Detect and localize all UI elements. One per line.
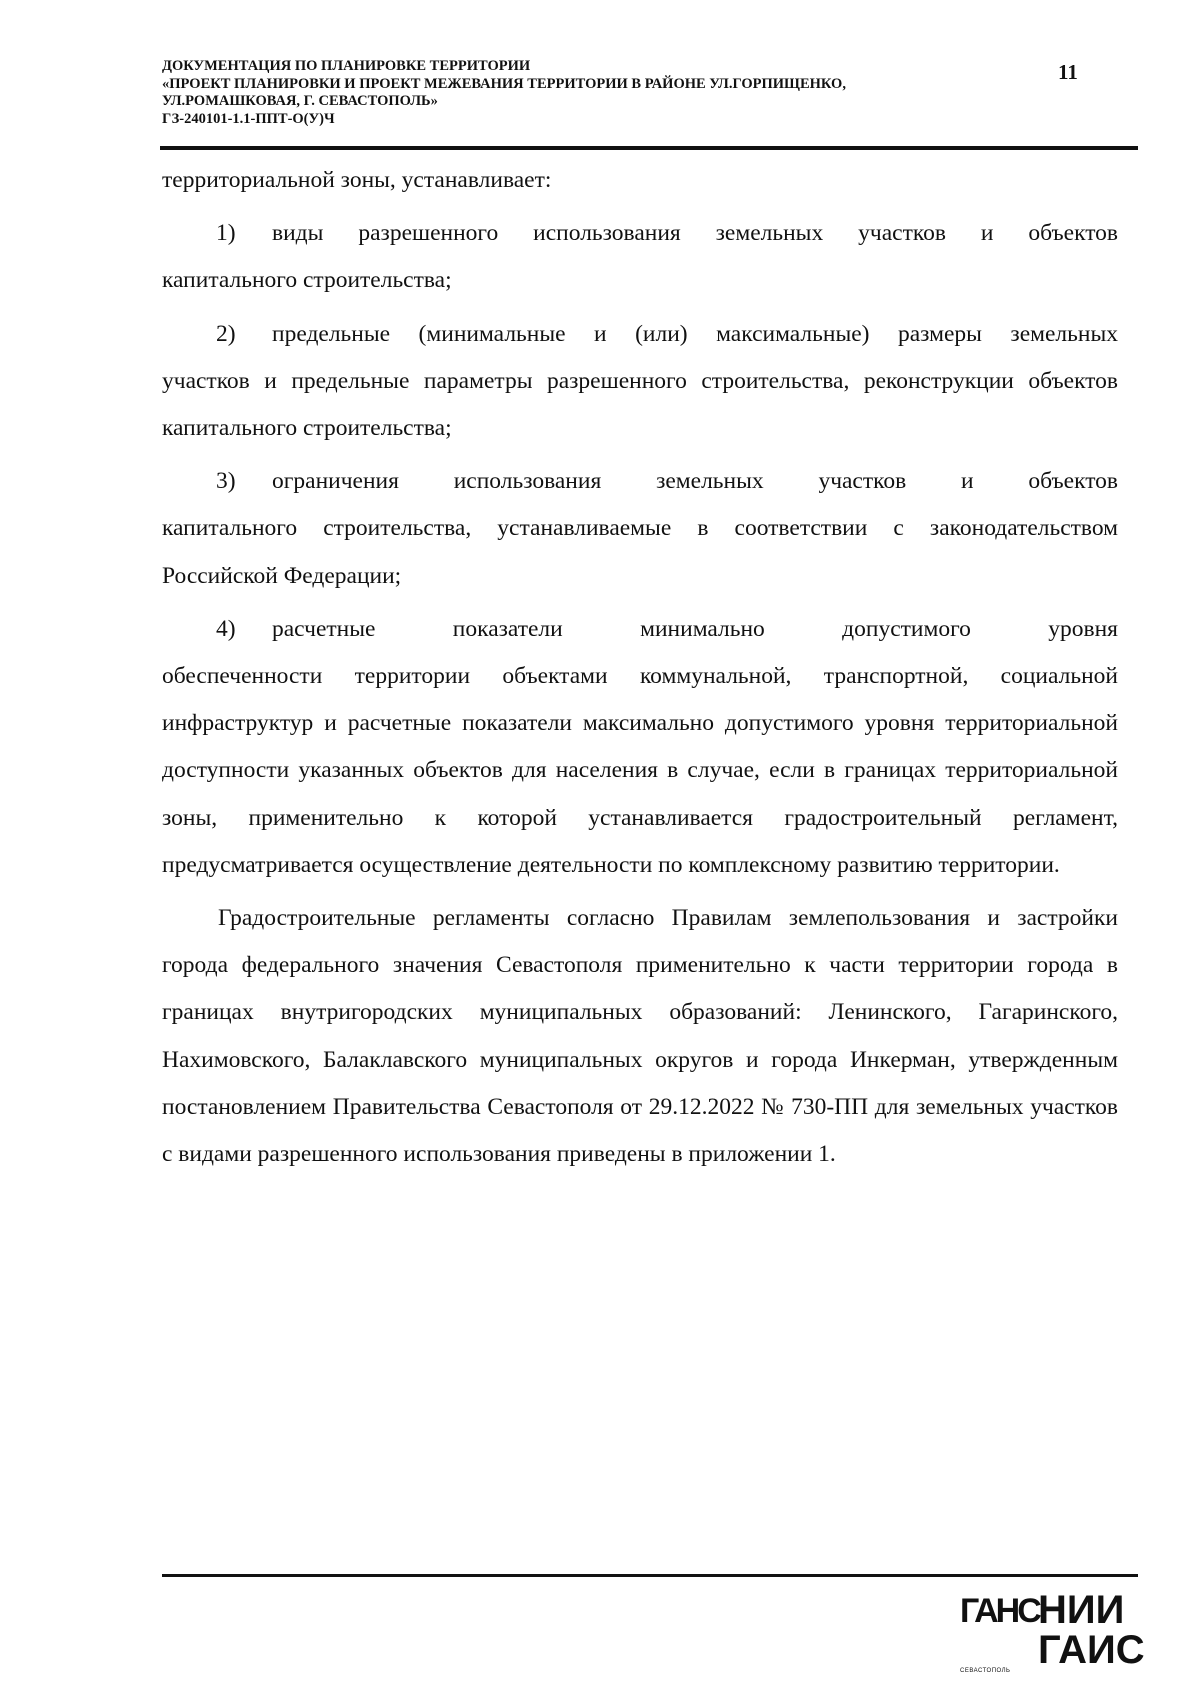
footer-divider (162, 1574, 1138, 1577)
list-item-text: капитального строительства, устанавливаемые в соответствии с законодательством Российской Федерации; (162, 515, 1118, 589)
list-item-lead: расчетные показатели минимально допустимого уровня (272, 615, 1118, 642)
logo-mark-icon: ГАНС (960, 1592, 1039, 1630)
list-item-number: 4) (216, 615, 236, 642)
header-line-3: УЛ.РОМАШКОВАЯ, Г. СЕВАСТОПОЛЬ» (162, 93, 438, 109)
list-item-1 (162, 210, 1118, 304)
logo-wordmark (1038, 1590, 1145, 1670)
header-divider (160, 146, 1138, 150)
closing-paragraph: Градостроительные регламенты согласно Правилам землепользования и застройки города федерального значения Севастополя применительно к части территории города в границах внутригородских муниципальных образований: Ленинского, Гагаринского, Нахимовского, Балаклавского муниципальных округов и города Инкерман, утвержденным постановлением Правительства Севастополя от 29.12.2022 № 730-ПП для земельных участков с видами разрешенного использования приведены в приложении 1. (162, 905, 1118, 1168)
list-item-number: 3) (216, 468, 236, 495)
nii-gais-logo (960, 1588, 1145, 1680)
list-item-lead: виды разрешенного использования земельных участков и объектов (272, 220, 1118, 247)
logo-line-1: НИИ (1038, 1588, 1125, 1632)
list-item-text: участков и предельные параметры разрешенного строительства, реконструкции объектов капитального строительства; (162, 367, 1118, 442)
logo-line-2: ГАИС (1038, 1628, 1145, 1672)
list-item-number: 1) (216, 220, 236, 247)
intro-paragraph: территориальной зоны, устанавливает: (162, 167, 552, 193)
page-number: 11 (1058, 60, 1078, 84)
list-item-text: капитального строительства; (162, 267, 452, 294)
header-document-code: ГЗ-240101-1.1-ППТ-О(У)Ч (162, 110, 335, 127)
list-item-lead: ограничения использования земельных участков и объектов (272, 468, 1118, 495)
list-item-3 (162, 458, 1118, 600)
logo-mark-caption: СЕВАСТОПОЛЬ (960, 1668, 1011, 1674)
list-item-lead: предельные (минимальные и (или) максимальные) размеры земельных (272, 320, 1118, 347)
page-body (162, 157, 1118, 1178)
list-item-2 (162, 311, 1118, 453)
list-item-number: 2) (216, 320, 236, 347)
header-line-2: «ПРОЕКТ ПЛАНИРОВКИ И ПРОЕКТ МЕЖЕВАНИЯ ТЕРРИТОРИИ В РАЙОНЕ УЛ.ГОРПИЩЕНКО, (162, 75, 846, 92)
document-header (162, 58, 1062, 128)
list-item-text: обеспеченности территории объектами коммунальной, транспортной, социальной инфраструктур и расчетные показатели максимально допустимого уровня территориальной доступности указанных объектов для населения в случае, если в границах территориальной зоны, применительно к которой устанавливается градостроительный регламент, предусматривается осуществление деятельности по комплексному развитию территории. (162, 663, 1118, 878)
list-item-4 (162, 606, 1118, 889)
header-line-1: ДОКУМЕНТАЦИЯ ПО ПЛАНИРОВКЕ ТЕРРИТОРИИ (162, 58, 531, 74)
